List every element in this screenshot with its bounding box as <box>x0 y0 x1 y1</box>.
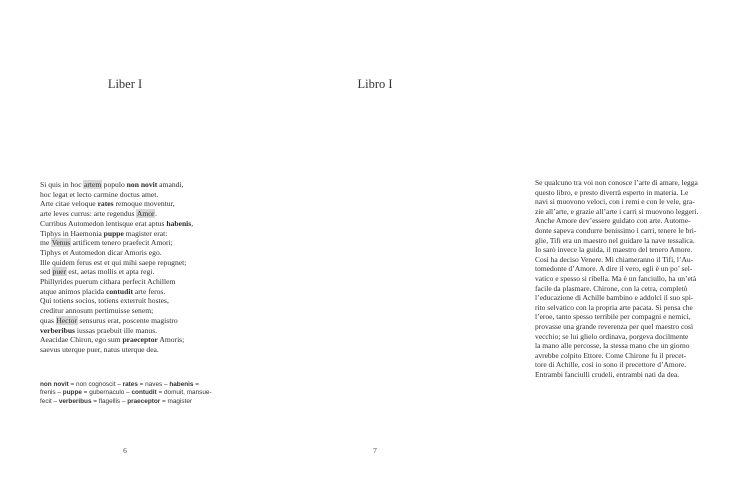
translation-line: Anche Amore dev’essere guidato con arte. Autome- <box>535 216 691 226</box>
translation-line: Io sarò invece la guida, il maestro del tenero Amore. <box>535 245 693 255</box>
text-span: , <box>191 218 194 228</box>
translation-line: navi si muovono veloci, con i remi e con le vele, gra- <box>535 197 695 207</box>
text-span: populo <box>101 180 127 189</box>
right-page <box>250 0 699 500</box>
translation-line: tomedonte d’Amore. A dire il vero, egli è un po’ sel- <box>535 264 693 274</box>
bold-term: rates <box>122 381 138 388</box>
text-span: = non cognoscit – <box>68 381 123 388</box>
text-span: artificem tenero praefecit Amori; <box>70 238 173 248</box>
text-span: Qui totiens socios, totiens exterruit hostes, <box>40 296 169 306</box>
text-span: Amoris; <box>157 335 185 345</box>
bold-term: puppe <box>62 389 82 397</box>
highlighted-word: artem <box>83 180 102 189</box>
text-span: sed <box>40 267 53 277</box>
latin-verse-line <box>40 190 245 200</box>
latin-verse-line <box>40 199 245 209</box>
latin-verse-line <box>40 296 245 306</box>
latin-verse-line <box>40 238 245 248</box>
text-span: me <box>40 238 52 248</box>
translation-line: questo libro, e presto diverrà esperto in materia. Le <box>535 187 689 197</box>
latin-verse-line <box>40 209 245 219</box>
text-span: = <box>193 381 199 388</box>
glossary-note <box>40 381 245 406</box>
glossary-line <box>40 398 245 406</box>
latin-poem <box>40 180 245 355</box>
bold-term: rates <box>97 199 114 209</box>
text-span: amandi, <box>157 180 184 189</box>
latin-verse-line <box>40 316 245 326</box>
latin-verse-line <box>40 180 245 190</box>
bold-term: praeceptor <box>127 397 161 405</box>
text-span: creditur annosum pertimuisse senem; <box>40 306 154 316</box>
bold-term: habenis <box>169 381 194 388</box>
left-page-number: 6 <box>123 446 127 455</box>
bold-term: non novit <box>40 381 69 388</box>
text-span: = flagellis – <box>91 397 128 405</box>
translation-line: la mano alle percosse, la stessa mano che un giorno <box>535 341 690 351</box>
bold-term: contudit <box>131 389 157 397</box>
translation-line: glie, Tifi era un maestro nel guidare la nave tessalica. <box>535 235 695 245</box>
text-span: Ille quidem ferus est et qui mihi saepe repugnet; <box>40 257 187 267</box>
latin-verse-line <box>40 248 245 258</box>
translation-line: l’educazione di Achille bambino e addolcì il suo spi- <box>535 293 694 303</box>
glossary-line <box>40 389 245 397</box>
text-span: Tiphys et Automedon dicar Amoris ego. <box>40 247 162 257</box>
translation-line: tore di Achille, così io sono il precettore d’Amore. <box>535 360 687 370</box>
text-span: quas <box>40 315 56 325</box>
text-span: = domuit, mansue- <box>156 389 212 397</box>
latin-verse-line <box>40 219 245 229</box>
text-span: Si quis in hoc <box>40 180 84 189</box>
bold-term: puppe <box>103 228 124 238</box>
italian-translation <box>535 178 735 379</box>
text-span: arte feros. <box>133 286 166 296</box>
bold-term: non novit <box>126 180 158 189</box>
highlighted-word: puer <box>52 267 67 277</box>
translation-line: zie all’arte, e grazie all’arte i carri si muovono leggeri. <box>535 206 699 216</box>
text-span: Tiphys in Haemonia <box>40 228 104 238</box>
translation-line: l’eroe, tanto spesso terribile per compagni e nemici, <box>535 312 691 322</box>
text-span: Phillyrides puerum cithara perfecit Achillem <box>40 277 176 287</box>
highlighted-word: Amor <box>136 209 155 219</box>
bold-term: praeceptor <box>122 335 158 345</box>
text-span: . <box>155 209 157 219</box>
latin-verse-line <box>40 345 245 355</box>
text-span: fecit – <box>40 397 59 405</box>
translation-line: provasse una grande reverenza per quel maestro così <box>535 321 694 331</box>
bold-term: contudit <box>106 286 134 296</box>
text-span: atque animos placida <box>40 286 107 296</box>
translation-line: vecchio; se lui glielo ordinava, porgeva docilmente <box>535 331 689 341</box>
text-span: iussas praebuit ille manus. <box>75 325 158 335</box>
bold-term: verberibus <box>58 397 92 405</box>
text-span: arte leves currus: arte regendus <box>40 209 137 219</box>
latin-verse-line <box>40 335 245 345</box>
text-span: saevus uterque puer, natus uterque dea. <box>40 344 159 354</box>
highlighted-word: Venus <box>51 238 71 248</box>
latin-verse-line <box>40 229 245 239</box>
text-span: frenis – <box>40 389 63 397</box>
left-page <box>0 0 250 500</box>
latin-verse-line <box>40 277 245 287</box>
translation-line: facile da plasmare. Chirone, con la cetra, completò <box>535 283 688 293</box>
text-span: magister erat: <box>123 228 168 238</box>
latin-verse-line <box>40 287 245 297</box>
right-chapter-title: Libro I <box>357 77 393 91</box>
text-span: Arte citae veloque <box>40 199 98 209</box>
left-chapter-title: Liber I <box>107 77 143 91</box>
text-span: = naves – <box>137 381 170 388</box>
translation-line: donte sapeva condurre benissimo i carri, tenere le bri- <box>535 225 697 235</box>
text-span: = gubernaculo – <box>81 389 132 397</box>
text-span: sensurus erat, poscente magistro <box>77 315 178 325</box>
translation-line: Entrambi fanciulli crudeli, entrambi nati da dea. <box>535 369 680 379</box>
latin-verse-line <box>40 306 245 316</box>
right-page-number: 7 <box>373 446 377 455</box>
text-span: remoque moventur, <box>113 199 175 209</box>
latin-verse-line <box>40 258 245 268</box>
translation-line: Così ha deciso Venere. Mi chiameranno il Tifi, l’Au- <box>535 254 694 264</box>
latin-verse-line <box>40 326 245 336</box>
latin-verse-line <box>40 267 245 277</box>
text-span: est, aetas mollis et apta regi. <box>66 267 155 277</box>
translation-line: vatico e spesso si ribella. Ma è un fanciullo, ha un’età <box>535 273 697 283</box>
text-span: Curribus Automedon lentisque erat aptus <box>40 218 167 228</box>
text-span: = magister <box>160 397 193 405</box>
highlighted-word: Hector <box>56 315 77 325</box>
translation-line: Se qualcuno tra voi non conosce l’arte di amare, legga <box>535 178 698 187</box>
glossary-line <box>40 381 245 389</box>
text-span: hoc legat et lecto carmine doctus amet. <box>40 189 159 199</box>
bold-term: verberibus <box>40 325 76 335</box>
text-span: Aeacidae Chiron, ego sum <box>40 335 123 345</box>
translation-line: rito selvatico con la propria arte pacata. Si pensa che <box>535 302 693 312</box>
bold-term: habenis <box>166 218 192 228</box>
translation-line: avrebbe colpito Ettore. Come Chirone fu il precet- <box>535 350 687 360</box>
